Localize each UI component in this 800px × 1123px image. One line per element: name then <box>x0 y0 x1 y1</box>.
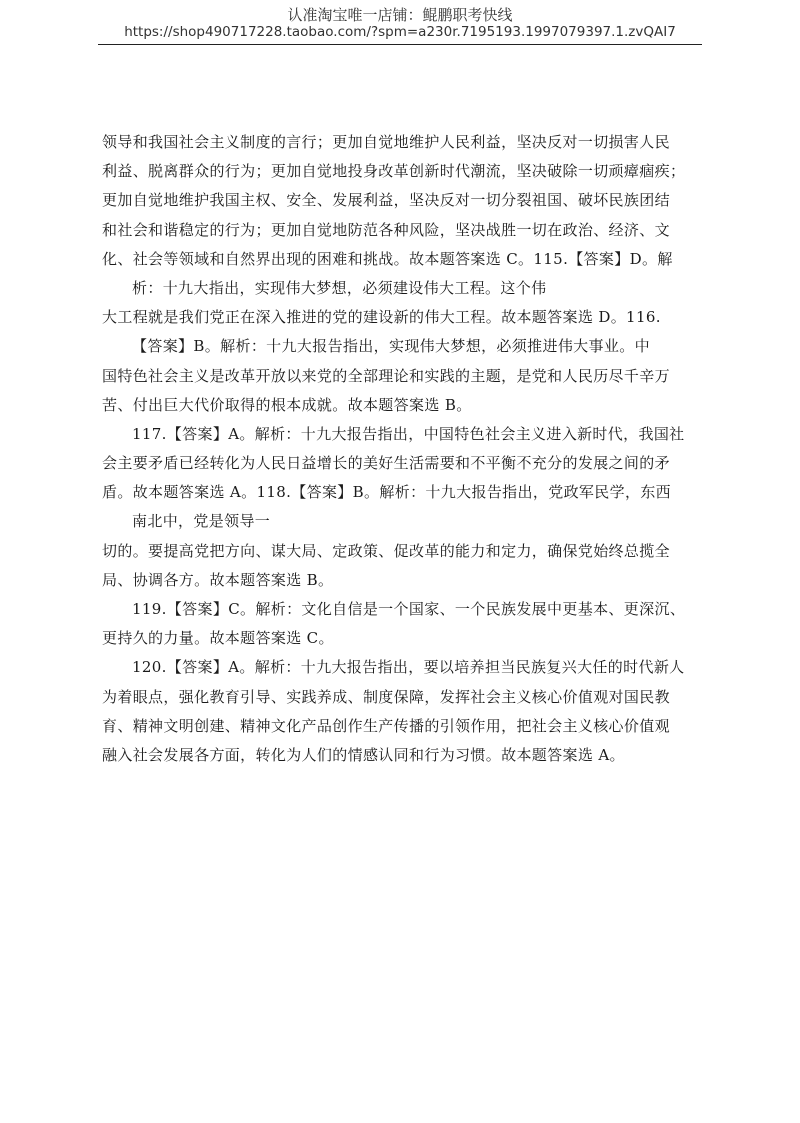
text-line: 117.【答案】A。解析：十九大报告指出，中国特色社会主义进入新时代，我国社 <box>132 424 685 443</box>
header-divider <box>98 44 702 45</box>
text-line: 盾。故本题答案选 A。118.【答案】B。解析：十九大报告指出，党政军民学，东西 <box>102 483 672 502</box>
text-line: 析：十九大指出，实现伟大梦想，必须建设伟大工程。这个伟 <box>132 278 547 297</box>
text-line: 【答案】B。解析：十九大报告指出，实现伟大梦想，必须推进伟大事业。中 <box>132 337 650 356</box>
text-line: 苦、付出巨大代价取得的根本成就。故本题答案选 B。 <box>102 395 472 414</box>
shop-url: https://shop490717228.taobao.com/?spm=a230r.7195193.1997079397.1.zvQAI7 <box>124 24 676 40</box>
answer-text <box>102 128 702 770</box>
text-line: 融入社会发展各方面，转化为人们的情感认同和行为习惯。故本题答案选 A。 <box>102 745 625 764</box>
text-line: 切的。要提高党把方向、谋大局、定政策、促改革的能力和定力，确保党始终总揽全 <box>102 541 670 560</box>
text-line: 和社会和谐稳定的行为；更加自觉地防范各种风险，坚决战胜一切在政治、经济、文 <box>102 220 670 239</box>
text-line: 国特色社会主义是改革开放以来党的全部理论和实践的主题，是党和人民历尽千辛万 <box>102 366 670 385</box>
shop-name: 认准淘宝唯一店铺：鲲鹏职考快线 <box>287 6 513 24</box>
text-line: 会主要矛盾已经转化为人民日益增长的美好生活需要和不平衡不充分的发展之间的矛 <box>102 454 670 473</box>
text-line: 化、社会等领域和自然界出现的困难和挑战。故本题答案选 C。115.【答案】D。解 <box>102 249 673 268</box>
text-line: 利益、脱离群众的行为；更加自觉地投身改革创新时代潮流，坚决破除一切顽瘴痼疾； <box>102 162 686 181</box>
text-line: 更持久的力量。故本题答案选 C。 <box>102 629 334 648</box>
text-line: 为着眼点，强化教育引导、实践养成、制度保障，发挥社会主义核心价值观对国民教 <box>102 687 670 706</box>
text-line: 育、精神文明创建、精神文化产品创作生产传播的引领作用，把社会主义核心价值观 <box>102 716 670 735</box>
text-line: 120.【答案】A。解析：十九大报告指出，要以培养担当民族复兴大任的时代新人 <box>132 658 685 677</box>
text-line: 119.【答案】C。解析：文化自信是一个国家、一个民族发展中更基本、更深沉、 <box>132 600 686 618</box>
text-line: 南北中，党是领导一 <box>132 512 271 531</box>
text-line: 更加自觉地维护我国主权、安全、发展利益，坚决反对一切分裂祖国、破坏民族团结 <box>102 191 670 210</box>
text-line: 领导和我国社会主义制度的言行；更加自觉地维护人民利益，坚决反对一切损害人民 <box>102 133 670 151</box>
text-line: 大工程就是我们党正在深入推进的党的建设新的伟大工程。故本题答案选 D。116. <box>102 308 661 327</box>
text-line: 局、协调各方。故本题答案选 B。 <box>102 570 334 589</box>
